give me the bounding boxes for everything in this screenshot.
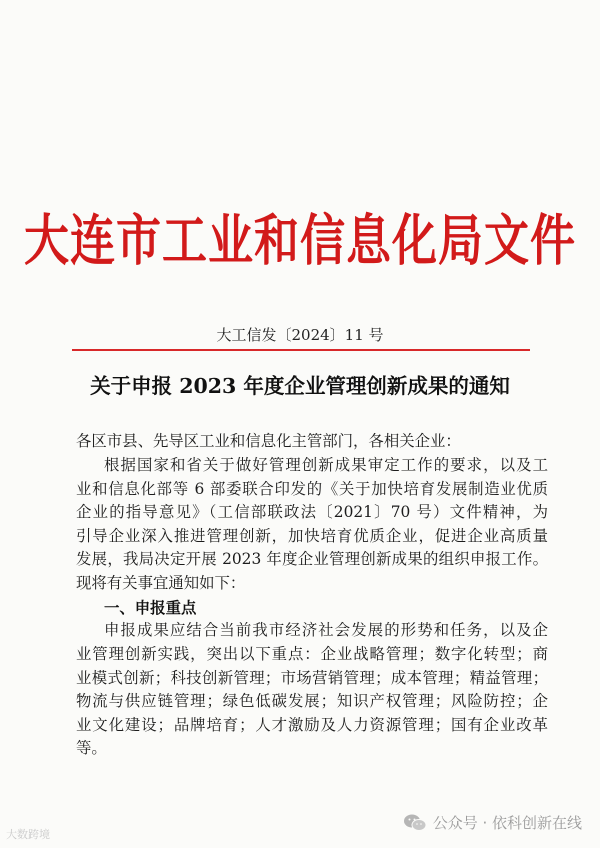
- paragraph-line: 引导企业深入推进管理创新，加快培育优质企业，促进企业高质量: [76, 527, 548, 545]
- paragraph-line: 业文化建设；品牌培育；人才激励及人力资源管理；国有企业改革: [76, 716, 548, 734]
- paragraph-line: 申报成果应结合当前我市经济社会发展的形势和任务，以及企: [104, 621, 548, 639]
- paragraph-line: 现将有关事宜通知如下：: [76, 574, 246, 592]
- red-divider: [72, 349, 530, 351]
- watermark: 大数跨境: [6, 828, 50, 841]
- wechat-icon: [403, 813, 427, 833]
- section-heading: 一、申报重点: [104, 599, 197, 617]
- paragraph-line: 企业的指导意见》（工信部联政法〔2021〕70 号）文件精神，为: [76, 503, 548, 521]
- paragraph-line: 业模式创新；科技创新管理；市场营销管理；成本管理；精益管理；: [76, 669, 548, 687]
- document-number: 大工信发〔2024〕11 号: [216, 326, 384, 344]
- notice-title: 关于申报 2023 年度企业管理创新成果的通知: [90, 374, 510, 398]
- paragraph-line: 发展，我局决定开展 2023 年度企业管理创新成果的组织申报工作。: [76, 550, 548, 568]
- source-attribution: [403, 812, 582, 833]
- paragraph-line: 业管理创新实践，突出以下重点：企业战略管理；数字化转型；商: [76, 645, 548, 663]
- issuer-header: 大连市工业和信息化局文件: [23, 208, 576, 273]
- paragraph-line: 物流与供应链管理；绿色低碳发展；知识产权管理；风险防控；企: [76, 692, 548, 710]
- salutation: 各区市县、先导区工业和信息化主管部门，各相关企业：: [76, 432, 461, 450]
- paragraph-line: 等。: [76, 739, 107, 757]
- source-label: 公众号 · 依科创新在线: [432, 814, 582, 832]
- paragraph-line: 业和信息化部等 6 部委联合印发的《关于加快培育发展制造业优质: [76, 480, 548, 498]
- paragraph-line: 根据国家和省关于做好管理创新成果审定工作的要求，以及工: [104, 456, 548, 474]
